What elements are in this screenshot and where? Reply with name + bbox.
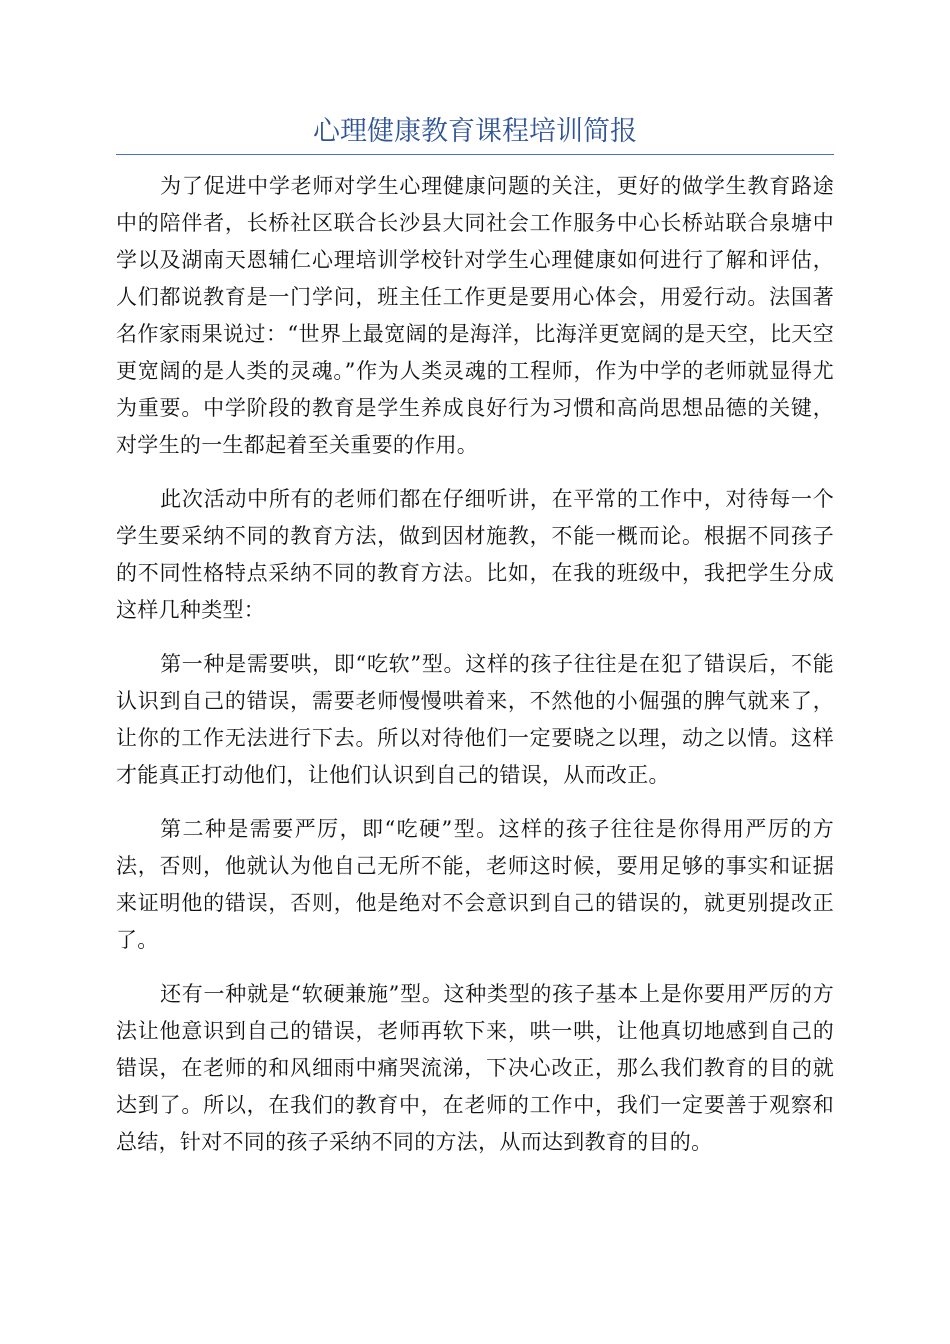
paragraph-type-one: 第一种是需要哄，即“吃软”型。这样的孩子往往是在犯了错误后，不能认识到自己的错误，需要老师慢慢哄着来，不然他的小倔强的脾气就来了，让你的工作无法进行下去。所以对待他们一定要晓之以理，动之以情。这样才能真正打动他们，让他们认识到自己的错误，从而改正。 [116,652,834,787]
paragraph-type-three: 还有一种就是“软硬兼施”型。这种类型的孩子基本上是你要用严厉的方法让他意识到自己的错误，老师再软下来，哄一哄，让他真切地感到自己的错误，在老师的和风细雨中痛哭流涕，下决心改正，那么我们教育的目的就达到了。所以，在我们的教育中，在老师的工作中，我们一定要善于观察和总结，针对不同的孩子采纳不同的方法，从而达到教育的目的。 [116,982,834,1154]
document-body [116,168,834,1178]
title-underline [116,154,834,155]
document-title: 心理健康教育课程培训简报 [313,116,637,147]
paragraph-activity: 此次活动中所有的老师们都在仔细听讲，在平常的工作中，对待每一个学生要采纳不同的教育方法，做到因材施教，不能一概而论。根据不同孩子的不同性格特点采纳不同的教育方法。比如，在我的班级中，我把学生分成这样几种类型： [116,487,834,622]
paragraph-type-two: 第二种是需要严厉，即“吃硬”型。这样的孩子往往是你得用严厉的方法，否则，他就认为他自己无所不能，老师这时候，要用足够的事实和证据来证明他的错误，否则，他是绝对不会意识到自己的错误的，就更别提改正了。 [116,817,834,952]
paragraph-intro: 为了促进中学老师对学生心理健康问题的关注，更好的做学生教育路途中的陪伴者，长桥社区联合长沙县大同社会工作服务中心长桥站联合泉塘中学以及湖南天恩辅仁心理培训学校针对学生心理健康如何进行了解和评估，人们都说教育是一门学问，班主任工作更是要用心体会，用爱行动。法国著名作家雨果说过：“世界上最宽阔的是海洋，比海洋更宽阔的是天空，比天空更宽阔的是人类的灵魂。”作为人类灵魂的工程师，作为中学的老师就显得尤为重要。中学阶段的教育是学生养成良好行为习惯和高尚思想品德的关键，对学生的一生都起着至关重要的作用。 [116,174,834,457]
